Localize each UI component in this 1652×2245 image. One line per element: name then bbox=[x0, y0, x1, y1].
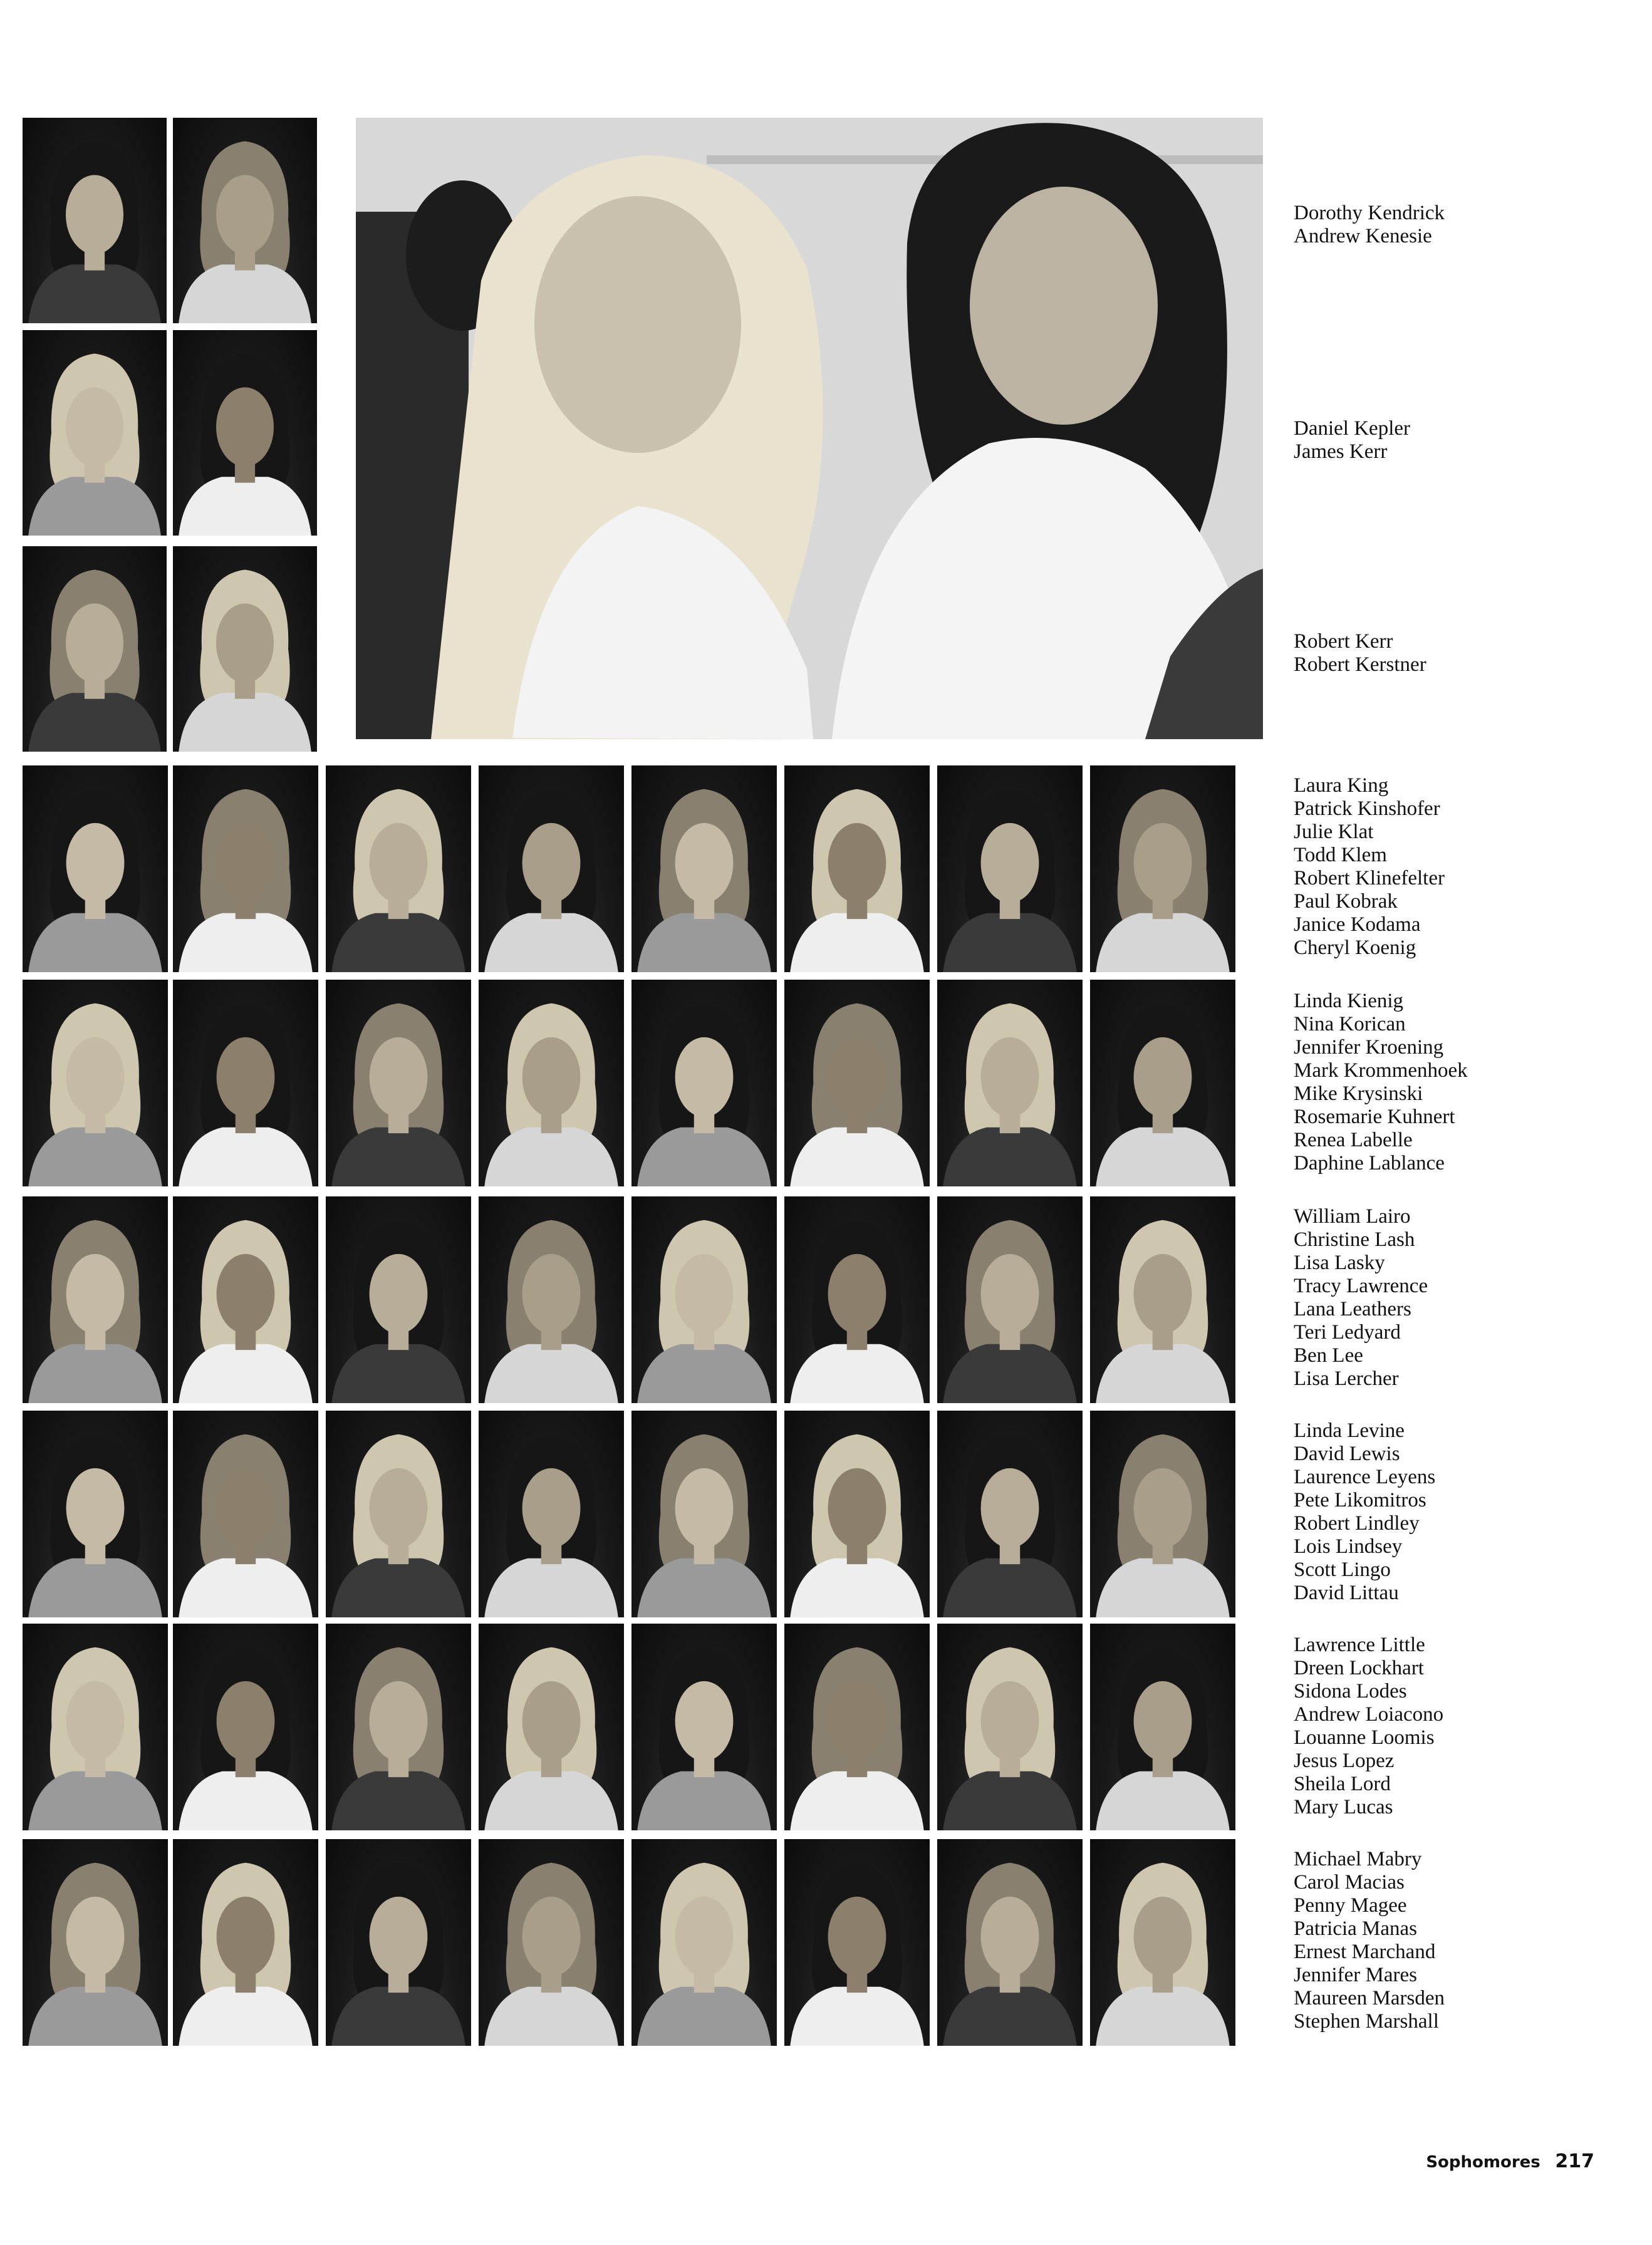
portrait-photo bbox=[479, 765, 624, 972]
portrait-photo bbox=[784, 765, 930, 972]
portrait-photo bbox=[937, 1839, 1083, 2046]
portrait-photo bbox=[23, 1624, 168, 1830]
candid-photo bbox=[356, 118, 1263, 739]
student-name: Lisa Lercher bbox=[1294, 1367, 1399, 1390]
student-name: Rosemarie Kuhnert bbox=[1294, 1106, 1455, 1128]
student-name: Louanne Loomis bbox=[1294, 1726, 1435, 1749]
student-name: Sheila Lord bbox=[1294, 1773, 1391, 1795]
portrait-photo bbox=[1090, 765, 1235, 972]
portrait-photo bbox=[326, 1839, 471, 2046]
student-name: Mike Krysinski bbox=[1294, 1082, 1423, 1105]
page-footer bbox=[1426, 2150, 1594, 2172]
student-name: David Lewis bbox=[1294, 1443, 1400, 1465]
student-name: Lois Lindsey bbox=[1294, 1535, 1403, 1558]
portrait-photo bbox=[1090, 1196, 1235, 1403]
student-name: Robert Kerstner bbox=[1294, 653, 1426, 676]
student-name: Jennifer Mares bbox=[1294, 1964, 1418, 1986]
student-name: Ben Lee bbox=[1294, 1344, 1363, 1367]
portrait-photo bbox=[23, 980, 168, 1186]
portrait-photo bbox=[1090, 1839, 1235, 2046]
portrait-photo bbox=[23, 1411, 168, 1617]
student-name: Todd Klem bbox=[1294, 844, 1387, 866]
student-name: Patrick Kinshofer bbox=[1294, 797, 1440, 820]
portrait-photo bbox=[23, 330, 167, 536]
student-name: Cheryl Koenig bbox=[1294, 936, 1416, 959]
student-name: Teri Ledyard bbox=[1294, 1321, 1401, 1344]
portrait-photo bbox=[479, 1411, 624, 1617]
student-name: Scott Lingo bbox=[1294, 1558, 1391, 1581]
student-name: Robert Kerr bbox=[1294, 630, 1393, 653]
student-name: David Littau bbox=[1294, 1582, 1399, 1604]
portrait-photo bbox=[326, 1624, 471, 1830]
portrait-photo bbox=[1090, 1624, 1235, 1830]
student-name: Andrew Loiacono bbox=[1294, 1703, 1444, 1726]
name-caption-block bbox=[1294, 1419, 1632, 1605]
student-name: Nina Korican bbox=[1294, 1013, 1406, 1035]
portrait-photo bbox=[1090, 1411, 1235, 1617]
student-name: Robert Klinefelter bbox=[1294, 867, 1445, 889]
portrait-photo bbox=[23, 1196, 168, 1403]
page-number: 217 bbox=[1555, 2150, 1594, 2172]
name-caption-block bbox=[1294, 1634, 1632, 1819]
portrait-photo bbox=[937, 765, 1083, 972]
portrait-photo bbox=[479, 1624, 624, 1830]
portrait-photo bbox=[23, 1839, 168, 2046]
student-name: Daphine Lablance bbox=[1294, 1152, 1445, 1174]
student-name: Laurence Leyens bbox=[1294, 1466, 1436, 1488]
name-caption-block bbox=[1294, 1848, 1632, 2033]
portrait-photo bbox=[173, 118, 317, 323]
portrait-photo bbox=[784, 1411, 930, 1617]
student-name: Dorothy Kendrick bbox=[1294, 202, 1445, 224]
portrait-photo bbox=[631, 1411, 777, 1617]
portrait-photo bbox=[479, 1196, 624, 1403]
student-name: Robert Lindley bbox=[1294, 1512, 1420, 1535]
portrait-photo bbox=[173, 980, 318, 1186]
student-name: Renea Labelle bbox=[1294, 1129, 1413, 1151]
portrait-photo bbox=[784, 980, 930, 1186]
student-name: Laura King bbox=[1294, 774, 1389, 797]
student-name: Dreen Lockhart bbox=[1294, 1657, 1424, 1679]
portrait-photo bbox=[784, 1624, 930, 1830]
section-title: Sophomores bbox=[1426, 2153, 1540, 2172]
portrait-photo bbox=[784, 1196, 930, 1403]
portrait-photo bbox=[326, 1196, 471, 1403]
student-name: Penny Magee bbox=[1294, 1894, 1407, 1917]
student-name: Paul Kobrak bbox=[1294, 890, 1398, 913]
student-name: William Lairo bbox=[1294, 1205, 1411, 1228]
name-caption-block bbox=[1294, 774, 1632, 960]
portrait-photo bbox=[631, 1624, 777, 1830]
student-name: Mark Krommenhoek bbox=[1294, 1059, 1468, 1082]
student-name: Stephen Marshall bbox=[1294, 2010, 1439, 2033]
student-name: Tracy Lawrence bbox=[1294, 1275, 1428, 1297]
student-name: Daniel Kepler bbox=[1294, 417, 1410, 440]
student-name: Michael Mabry bbox=[1294, 1848, 1422, 1870]
portrait-photo bbox=[479, 1839, 624, 2046]
portrait-photo bbox=[173, 1624, 318, 1830]
portrait-photo bbox=[23, 546, 167, 752]
name-caption-block bbox=[1294, 630, 1632, 677]
student-name: Julie Klat bbox=[1294, 821, 1374, 843]
portrait-photo bbox=[631, 980, 777, 1186]
student-name: Patricia Manas bbox=[1294, 1917, 1418, 1940]
portrait-photo bbox=[937, 1196, 1083, 1403]
student-name: Lawrence Little bbox=[1294, 1634, 1425, 1656]
student-name: Linda Kienig bbox=[1294, 990, 1404, 1012]
portrait-photo bbox=[173, 1839, 318, 2046]
portrait-photo bbox=[937, 980, 1083, 1186]
portrait-photo bbox=[173, 1196, 318, 1403]
student-name: Jennifer Kroening bbox=[1294, 1036, 1444, 1059]
portrait-photo bbox=[784, 1839, 930, 2046]
student-name: Lana Leathers bbox=[1294, 1298, 1411, 1320]
student-name: Andrew Kenesie bbox=[1294, 225, 1432, 247]
student-name: Christine Lash bbox=[1294, 1228, 1415, 1251]
student-name: Pete Likomitros bbox=[1294, 1489, 1426, 1511]
student-name: Maureen Marsden bbox=[1294, 1987, 1445, 2009]
portrait-photo bbox=[173, 330, 317, 536]
name-caption-block bbox=[1294, 1205, 1632, 1391]
name-caption-block bbox=[1294, 202, 1632, 248]
portrait-photo bbox=[326, 1411, 471, 1617]
portrait-photo bbox=[1090, 980, 1235, 1186]
portrait-photo bbox=[23, 765, 168, 972]
student-name: Mary Lucas bbox=[1294, 1796, 1393, 1818]
portrait-photo bbox=[479, 980, 624, 1186]
portrait-photo bbox=[173, 765, 318, 972]
student-name: Sidona Lodes bbox=[1294, 1680, 1407, 1703]
name-caption-block bbox=[1294, 990, 1632, 1175]
portrait-photo bbox=[937, 1624, 1083, 1830]
student-name: Jesus Lopez bbox=[1294, 1750, 1395, 1772]
portrait-photo bbox=[326, 980, 471, 1186]
portrait-photo bbox=[173, 1411, 318, 1617]
portrait-photo bbox=[631, 765, 777, 972]
portrait-photo bbox=[937, 1411, 1083, 1617]
portrait-photo bbox=[23, 118, 167, 323]
student-name: Lisa Lasky bbox=[1294, 1252, 1385, 1274]
name-caption-block bbox=[1294, 417, 1632, 464]
student-name: Carol Macias bbox=[1294, 1871, 1405, 1894]
student-name: James Kerr bbox=[1294, 440, 1388, 463]
portrait-photo bbox=[326, 765, 471, 972]
student-name: Linda Levine bbox=[1294, 1419, 1405, 1442]
student-name: Ernest Marchand bbox=[1294, 1941, 1436, 1963]
portrait-photo bbox=[173, 546, 317, 752]
portrait-photo bbox=[631, 1196, 777, 1403]
portrait-photo bbox=[631, 1839, 777, 2046]
student-name: Janice Kodama bbox=[1294, 913, 1421, 936]
